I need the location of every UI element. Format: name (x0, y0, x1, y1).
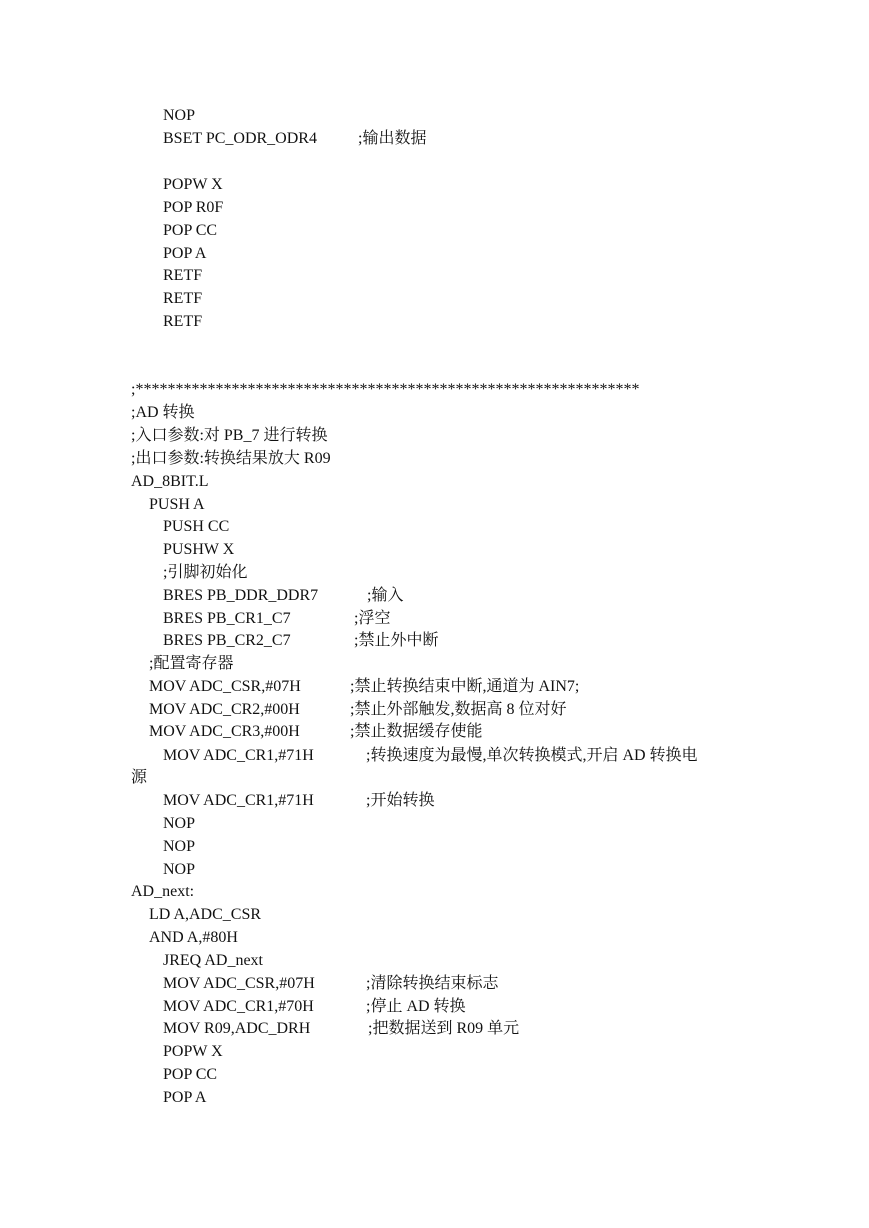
code-text: RETF (163, 267, 203, 284)
code-text: MOV ADC_CR3,#00H (149, 723, 300, 740)
code-text: BRES PB_DDR_DDR7 (163, 587, 319, 604)
code-comment: ;禁止数据缓存使能 (350, 723, 483, 740)
code-comment: ;禁止外部触发,数据高 8 位对好 (350, 701, 567, 718)
code-text: POPW X (163, 176, 223, 193)
code-text: ;入口参数:对 PB_7 进行转换 (131, 427, 328, 444)
code-text: NOP (163, 838, 196, 855)
code-text: POP CC (163, 1066, 218, 1083)
code-text: PUSHW X (163, 541, 235, 558)
code-text: NOP (163, 815, 196, 832)
code-text: ;引脚初始化 (163, 564, 248, 581)
code-text: BRES PB_CR2_C7 (163, 632, 291, 649)
code-comment: ;清除转换结束标志 (366, 975, 499, 992)
code-text: NOP (163, 107, 196, 124)
code-text: MOV ADC_CR2,#00H (149, 701, 300, 718)
code-text: MOV ADC_CR1,#70H (163, 998, 314, 1015)
code-text: NOP (163, 861, 196, 878)
code-text: JREQ AD_next (163, 952, 263, 969)
code-text: ;出口参数:转换结果放大 R09 (131, 450, 331, 467)
code-text: POP R0F (163, 199, 224, 216)
code-comment: ;把数据送到 R09 单元 (368, 1020, 520, 1037)
code-comment: ;浮空 (354, 610, 391, 627)
code-text: RETF (163, 313, 203, 330)
code-comment: ;禁止转换结束中断,通道为 AIN7; (350, 678, 580, 695)
code-text: PUSH A (149, 496, 205, 513)
code-text: ;AD 转换 (131, 404, 195, 421)
code-text: ;配置寄存器 (149, 655, 234, 672)
code-text: AD_8BIT.L (131, 473, 209, 490)
code-text: POP A (163, 1089, 207, 1106)
code-text: PUSH CC (163, 518, 230, 535)
code-text: MOV ADC_CSR,#07H (163, 975, 315, 992)
code-text: MOV ADC_CSR,#07H (149, 678, 301, 695)
code-comment: ;停止 AD 转换 (366, 998, 466, 1015)
code-comment: ;输入 (367, 587, 404, 604)
code-comment: ;输出数据 (358, 130, 427, 147)
code-text: RETF (163, 290, 203, 307)
code-text: MOV ADC_CR1,#71H (163, 747, 314, 764)
code-text: LD A,ADC_CSR (149, 906, 262, 923)
code-comment: ;开始转换 (366, 792, 435, 809)
code-text: AND A,#80H (149, 929, 238, 946)
code-text: POP CC (163, 222, 218, 239)
code-text: POPW X (163, 1043, 223, 1060)
code-text: AD_next: (131, 883, 195, 900)
code-comment: ;转换速度为最慢,单次转换模式,开启 AD 转换电 (366, 747, 698, 764)
code-comment: ;禁止外中断 (354, 632, 439, 649)
code-text: BRES PB_CR1_C7 (163, 610, 291, 627)
code-text: MOV R09,ADC_DRH (163, 1020, 311, 1037)
code-text: ;*************************************************************** (131, 381, 640, 398)
code-text: MOV ADC_CR1,#71H (163, 792, 314, 809)
code-text: BSET PC_ODR_ODR4 (163, 130, 317, 147)
code-text: POP A (163, 245, 207, 262)
code-text: 源 (131, 769, 148, 786)
